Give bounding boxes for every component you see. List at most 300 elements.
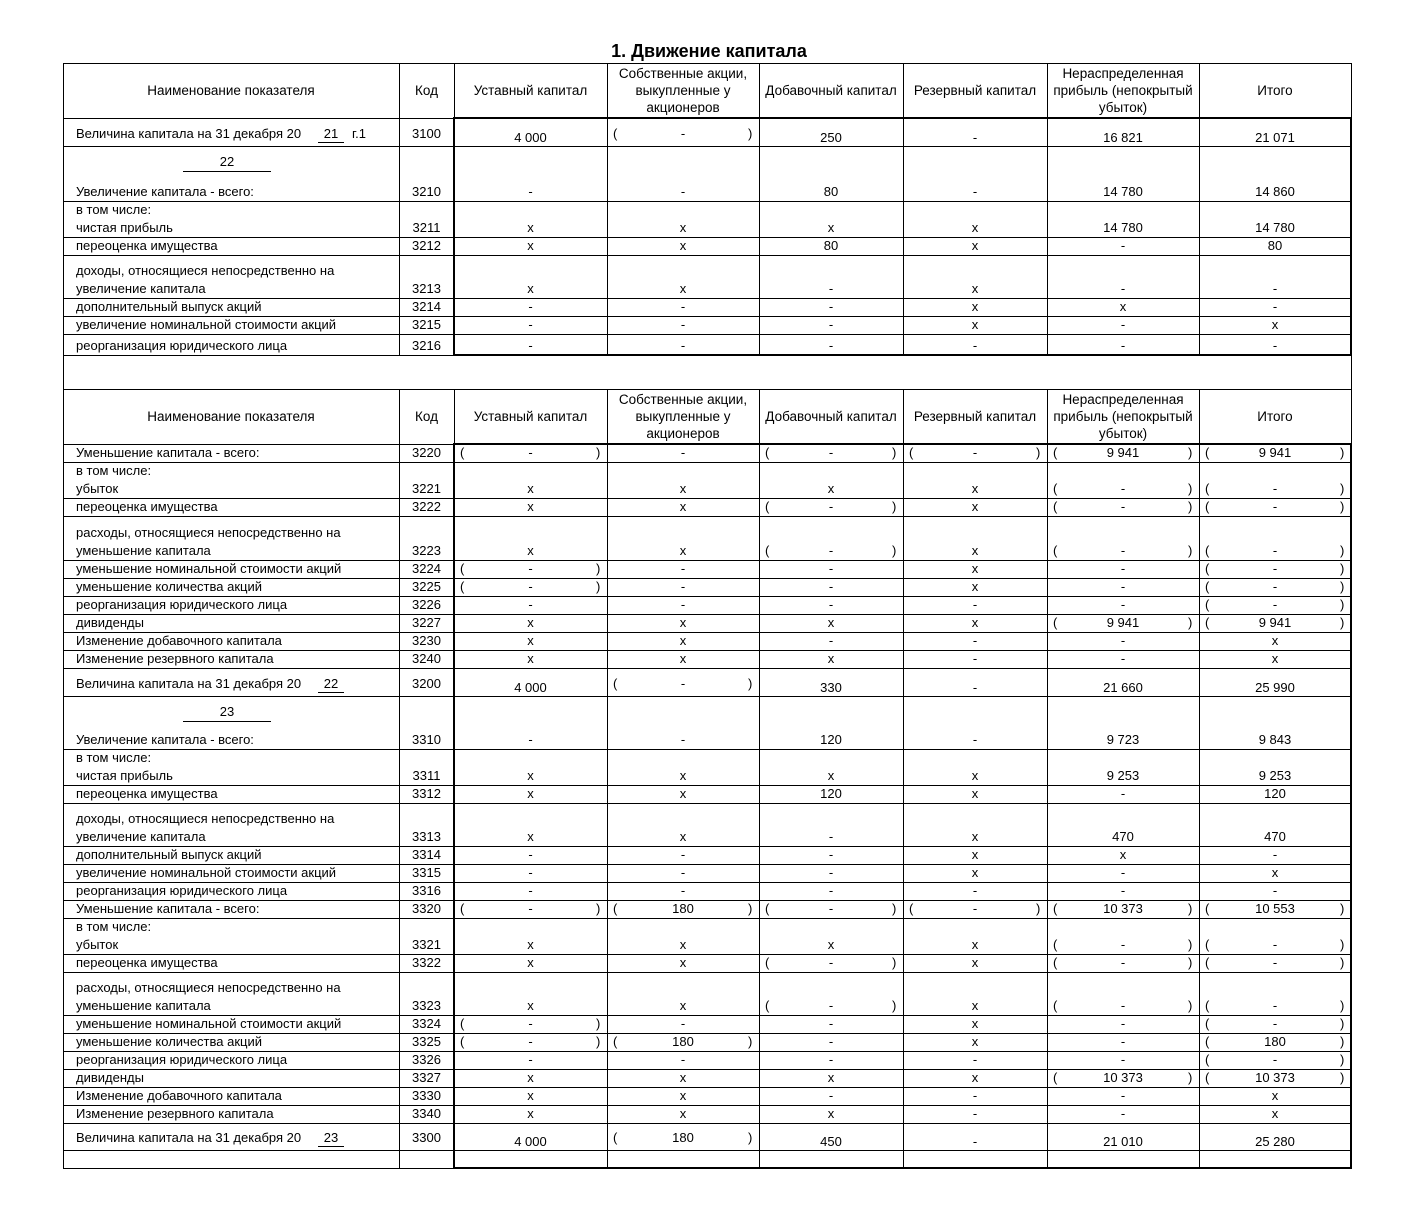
- row-code: 3212: [412, 238, 441, 253]
- paren-close: ): [748, 1130, 753, 1145]
- paren-close: ): [1188, 1070, 1193, 1085]
- paren-close: ): [1340, 499, 1345, 514]
- cell-added: -: [828, 299, 834, 314]
- cell-reserve: x: [971, 998, 979, 1013]
- cell-retained: x: [1119, 847, 1127, 862]
- cell-reserve: x: [971, 865, 979, 880]
- row-code: 3240: [412, 651, 441, 666]
- cell-added: x: [827, 768, 835, 783]
- cell-ustav: -: [528, 901, 533, 916]
- header-ustav: Уставный капитал: [473, 409, 588, 424]
- cell-reserve: x: [971, 579, 979, 594]
- row-label: реорганизация юридического лица: [76, 1052, 288, 1067]
- cell-added: 80: [823, 184, 839, 199]
- cell-total: 470: [1264, 829, 1286, 844]
- cell-ustav: -: [528, 732, 533, 747]
- column-border: [63, 389, 64, 1168]
- row-label: переоценка имущества: [76, 238, 218, 253]
- cell-retained: 9 253: [1106, 768, 1140, 783]
- paren-close: ): [892, 499, 897, 514]
- row-label: расходы, относящиеся непосредственно на: [76, 525, 341, 540]
- cell-ustav: x: [527, 238, 534, 253]
- row-label: уменьшение номинальной стоимости акций: [76, 561, 342, 576]
- cell-added: -: [828, 901, 834, 916]
- row-code: 3340: [412, 1106, 441, 1121]
- cell-own-shares: x: [679, 955, 687, 970]
- cell-added: -: [828, 998, 834, 1013]
- paren-open: (: [1205, 1034, 1210, 1049]
- cell-ustav: x: [527, 998, 534, 1013]
- row-code: 3214: [412, 299, 441, 314]
- cell-ustav: x: [527, 499, 534, 514]
- row-code: 3323: [412, 998, 441, 1013]
- row-code: 3311: [412, 768, 441, 783]
- cell-own-shares: x: [679, 786, 687, 801]
- row-label: чистая прибыль: [76, 768, 173, 783]
- paren-open: (: [460, 445, 465, 460]
- cell-total: -: [1272, 579, 1278, 594]
- paren-open: (: [460, 901, 465, 916]
- cell-own-shares: x: [679, 281, 687, 296]
- cell-reserve: -: [972, 633, 978, 648]
- year-heading-underline: [183, 171, 271, 172]
- cell-total: 80: [1267, 238, 1283, 253]
- cell-retained: -: [1120, 1052, 1126, 1067]
- cell-own-shares: -: [680, 126, 686, 141]
- cell-ustav: -: [528, 1016, 533, 1031]
- row-label: реорганизация юридического лица: [76, 338, 288, 353]
- column-border: [1351, 355, 1352, 389]
- row-code: 3200: [412, 676, 441, 691]
- cell-own-shares: 180: [672, 901, 694, 916]
- cell-reserve: x: [971, 299, 979, 314]
- row-label: убыток: [76, 481, 119, 496]
- row-label: Изменение резервного капитала: [76, 1106, 274, 1121]
- cell-reserve: x: [971, 317, 979, 332]
- cell-added: -: [828, 1016, 834, 1031]
- row-label: увеличение номинальной стоимости акций: [76, 317, 337, 332]
- paren-close: ): [1188, 481, 1193, 496]
- cell-total: 9 941: [1258, 615, 1292, 630]
- header-name: Наименование показателя: [147, 83, 315, 98]
- cell-ustav: -: [528, 847, 533, 862]
- cell-reserve: x: [971, 1034, 979, 1049]
- cell-own-shares: x: [679, 615, 687, 630]
- row-code: 3221: [412, 481, 441, 496]
- row-border: [63, 1123, 1351, 1124]
- year-field: 22: [323, 676, 339, 691]
- paren-close: ): [1340, 1070, 1345, 1085]
- row-label: убыток: [76, 937, 119, 952]
- cell-retained: -: [1120, 597, 1126, 612]
- paren-open: (: [1205, 937, 1210, 952]
- row-label: Величина капитала на 31 декабря 20: [76, 1130, 302, 1145]
- row-label: Величина капитала на 31 декабря 20: [76, 126, 302, 141]
- cell-own-shares: x: [679, 1106, 687, 1121]
- row-label: доходы, относящиеся непосредственно на: [76, 263, 335, 278]
- paren-open: (: [765, 445, 770, 460]
- row-label: реорганизация юридического лица: [76, 597, 288, 612]
- cell-added: -: [828, 633, 834, 648]
- row-label: увеличение капитала: [76, 281, 206, 296]
- cell-ustav: x: [527, 1106, 534, 1121]
- row-label: чистая прибыль: [76, 220, 173, 235]
- row-label: дополнительный выпуск акций: [76, 299, 262, 314]
- cell-retained: 9 723: [1106, 732, 1140, 747]
- cell-reserve: -: [972, 732, 978, 747]
- cell-total: 25 280: [1255, 1134, 1295, 1149]
- cell-own-shares: -: [680, 676, 686, 691]
- cell-total: -: [1272, 1052, 1278, 1067]
- cell-own-shares: -: [680, 732, 686, 747]
- cell-added: 120: [820, 732, 842, 747]
- cell-added: -: [828, 561, 834, 576]
- cell-ustav: x: [527, 651, 534, 666]
- paren-open: (: [1053, 499, 1058, 514]
- row-border: [63, 803, 1351, 804]
- row-label: уменьшение капитала: [76, 998, 211, 1013]
- row-code: 3224: [412, 561, 441, 576]
- cell-own-shares: -: [680, 1052, 686, 1067]
- paren-close: ): [1340, 543, 1345, 558]
- cell-own-shares: x: [679, 829, 687, 844]
- paren-open: (: [460, 1016, 465, 1031]
- row-label: в том числе:: [76, 919, 152, 934]
- cell-reserve: -: [972, 1106, 978, 1121]
- row-label: Увеличение капитала - всего:: [76, 732, 254, 747]
- paren-close: ): [1340, 1034, 1345, 1049]
- paren-open: (: [765, 543, 770, 558]
- cell-reserve: -: [972, 130, 978, 145]
- paren-open: (: [460, 561, 465, 576]
- paren-open: (: [909, 445, 914, 460]
- header-ustav: Уставный капитал: [473, 83, 588, 98]
- year-heading: 22: [219, 154, 235, 169]
- paren-open: (: [1053, 955, 1058, 970]
- paren-close: ): [1340, 998, 1345, 1013]
- cell-total: 9 843: [1258, 732, 1292, 747]
- cell-retained: -: [1120, 633, 1126, 648]
- cell-total: x: [1271, 865, 1279, 880]
- header-code: Код: [415, 409, 438, 424]
- row-border: [63, 749, 1351, 750]
- paren-close: ): [748, 901, 753, 916]
- cell-reserve: -: [972, 1134, 978, 1149]
- row-label-suffix: г.1: [352, 126, 366, 141]
- paren-close: ): [1188, 543, 1193, 558]
- row-code: 3100: [412, 126, 441, 141]
- paren-close: ): [892, 998, 897, 1013]
- cell-reserve: -: [972, 1052, 978, 1067]
- row-border: [63, 201, 1351, 202]
- cell-added: -: [828, 955, 834, 970]
- cell-added: x: [827, 481, 835, 496]
- paren-open: (: [765, 998, 770, 1013]
- cell-retained: -: [1120, 338, 1126, 353]
- cell-own-shares: -: [680, 299, 686, 314]
- cell-own-shares: 180: [672, 1130, 694, 1145]
- capital-movement-table: [63, 63, 1352, 1170]
- cell-own-shares: x: [679, 998, 687, 1013]
- row-code: 3322: [412, 955, 441, 970]
- cell-own-shares: 180: [672, 1034, 694, 1049]
- paren-close: ): [1340, 1016, 1345, 1031]
- cell-ustav: x: [527, 937, 534, 952]
- cell-added: -: [828, 1088, 834, 1103]
- cell-ustav: x: [527, 955, 534, 970]
- cell-own-shares: -: [680, 561, 686, 576]
- cell-total: -: [1272, 338, 1278, 353]
- cell-ustav: x: [527, 829, 534, 844]
- cell-own-shares: x: [679, 499, 687, 514]
- cell-own-shares: x: [679, 633, 687, 648]
- cell-reserve: x: [971, 829, 979, 844]
- cell-added: 250: [820, 130, 842, 145]
- cell-retained: -: [1120, 579, 1126, 594]
- cell-total: -: [1272, 481, 1278, 496]
- paren-open: (: [1205, 579, 1210, 594]
- row-code: 3315: [412, 865, 441, 880]
- paren-close: ): [1036, 901, 1041, 916]
- cell-own-shares: -: [680, 1016, 686, 1031]
- paren-close: ): [1188, 998, 1193, 1013]
- cell-retained: 470: [1112, 829, 1134, 844]
- cell-reserve: x: [971, 561, 979, 576]
- row-code: 3227: [412, 615, 441, 630]
- cell-total: x: [1271, 651, 1279, 666]
- cell-own-shares: x: [679, 768, 687, 783]
- cell-ustav: x: [527, 786, 534, 801]
- cell-retained: 9 941: [1106, 445, 1140, 460]
- paren-close: ): [1340, 579, 1345, 594]
- year-heading-underline: [183, 721, 271, 722]
- cell-ustav: 4 000: [514, 1134, 547, 1149]
- cell-total: x: [1271, 317, 1279, 332]
- cell-ustav: x: [527, 633, 534, 648]
- cell-retained: 10 373: [1103, 901, 1143, 916]
- paren-close: ): [596, 579, 601, 594]
- header-reserve: Резервный капитал: [913, 409, 1037, 424]
- paren-close: ): [1340, 937, 1345, 952]
- row-border: [63, 462, 1351, 463]
- cell-retained: -: [1120, 1088, 1126, 1103]
- cell-reserve: x: [971, 220, 979, 235]
- row-label: дополнительный выпуск акций: [76, 847, 262, 862]
- row-label: Увеличение капитала - всего:: [76, 184, 254, 199]
- row-label: Уменьшение капитала - всего:: [76, 445, 260, 460]
- cell-ustav: -: [528, 1034, 533, 1049]
- row-label: Изменение резервного капитала: [76, 651, 274, 666]
- paren-open: (: [1053, 543, 1058, 558]
- cell-reserve: x: [971, 1070, 979, 1085]
- row-label: переоценка имущества: [76, 786, 218, 801]
- cell-own-shares: -: [680, 445, 686, 460]
- row-code: 3330: [412, 1088, 441, 1103]
- cell-total: 21 071: [1255, 130, 1295, 145]
- cell-own-shares: -: [680, 184, 686, 199]
- paren-close: ): [596, 1034, 601, 1049]
- cell-retained: -: [1120, 1016, 1126, 1031]
- row-code: 3220: [412, 445, 441, 460]
- cell-added: x: [827, 615, 835, 630]
- header-name: Наименование показателя: [147, 409, 315, 424]
- cell-added: 330: [820, 680, 842, 695]
- cell-reserve: -: [972, 651, 978, 666]
- row-label: уменьшение номинальной стоимости акций: [76, 1016, 342, 1031]
- paren-open: (: [1053, 1070, 1058, 1085]
- cell-total: -: [1272, 955, 1278, 970]
- cell-retained: -: [1120, 238, 1126, 253]
- row-label: уменьшение количества акций: [76, 579, 262, 594]
- cell-total: 14 860: [1255, 184, 1295, 199]
- paren-open: (: [460, 1034, 465, 1049]
- cell-added: x: [827, 1106, 835, 1121]
- cell-own-shares: x: [679, 220, 687, 235]
- paren-close: ): [596, 1016, 601, 1031]
- cell-reserve: -: [972, 597, 978, 612]
- cell-own-shares: x: [679, 1070, 687, 1085]
- paren-open: (: [1205, 955, 1210, 970]
- header-retained: Нераспределенная прибыль (непокрытый убыток): [1053, 66, 1193, 115]
- row-code: 3225: [412, 579, 441, 594]
- cell-own-shares: x: [679, 481, 687, 496]
- cell-total: -: [1272, 281, 1278, 296]
- paren-open: (: [1205, 998, 1210, 1013]
- cell-reserve: x: [971, 481, 979, 496]
- paren-close: ): [892, 445, 897, 460]
- row-code: 3216: [412, 338, 441, 353]
- row-code: 3313: [412, 829, 441, 844]
- cell-own-shares: x: [679, 238, 687, 253]
- cell-reserve: x: [971, 955, 979, 970]
- cell-retained: -: [1120, 543, 1126, 558]
- cell-total: -: [1272, 597, 1278, 612]
- cell-reserve: x: [971, 615, 979, 630]
- cell-added: -: [828, 281, 834, 296]
- row-code: 3312: [412, 786, 441, 801]
- paren-open: (: [1205, 543, 1210, 558]
- paren-open: (: [1053, 445, 1058, 460]
- cell-ustav: 4 000: [514, 130, 547, 145]
- cell-reserve: -: [972, 1088, 978, 1103]
- cell-added: -: [828, 338, 834, 353]
- cell-retained: -: [1120, 865, 1126, 880]
- cell-reserve: -: [972, 901, 978, 916]
- paren-open: (: [765, 901, 770, 916]
- paren-close: ): [1188, 445, 1193, 460]
- cell-added: 80: [823, 238, 839, 253]
- cell-retained: 14 780: [1103, 184, 1143, 199]
- paren-open: (: [1205, 1052, 1210, 1067]
- cell-reserve: x: [971, 499, 979, 514]
- row-code: 3326: [412, 1052, 441, 1067]
- cell-reserve: -: [972, 184, 978, 199]
- cell-added: -: [828, 865, 834, 880]
- row-label: переоценка имущества: [76, 955, 218, 970]
- cell-added: -: [828, 883, 834, 898]
- paren-close: ): [892, 901, 897, 916]
- paren-open: (: [909, 901, 914, 916]
- row-code: 3325: [412, 1034, 441, 1049]
- row-border: [63, 516, 1351, 517]
- cell-ustav: -: [528, 1052, 533, 1067]
- row-code: 3210: [412, 184, 441, 199]
- cell-own-shares: x: [679, 1088, 687, 1103]
- paren-close: ): [1340, 445, 1345, 460]
- row-border: [63, 255, 1351, 256]
- row-label: Изменение добавочного капитала: [76, 633, 282, 648]
- cell-total: -: [1272, 561, 1278, 576]
- paren-close: ): [1188, 615, 1193, 630]
- cell-own-shares: x: [679, 937, 687, 952]
- paren-close: ): [1340, 1052, 1345, 1067]
- cell-ustav: x: [527, 615, 534, 630]
- paren-open: (: [613, 126, 618, 141]
- cell-own-shares: -: [680, 847, 686, 862]
- paren-close: ): [892, 543, 897, 558]
- header-reserve: Резервный капитал: [913, 83, 1037, 98]
- cell-own-shares: -: [680, 597, 686, 612]
- cell-reserve: -: [972, 883, 978, 898]
- cell-retained: -: [1120, 317, 1126, 332]
- paren-open: (: [1053, 937, 1058, 952]
- cell-total: -: [1272, 543, 1278, 558]
- header-own-shares: Собственные акции, выкупленные у акционеров: [618, 392, 748, 441]
- cell-retained: 21 660: [1103, 680, 1143, 695]
- cell-ustav: x: [527, 543, 534, 558]
- cell-ustav: x: [527, 220, 534, 235]
- row-code: 3211: [412, 220, 441, 235]
- row-code: 3300: [412, 1130, 441, 1145]
- header-added: Добавочный капитал: [765, 409, 897, 424]
- cell-total: x: [1271, 1088, 1279, 1103]
- cell-added: -: [828, 1034, 834, 1049]
- paren-open: (: [1205, 1016, 1210, 1031]
- paren-close: ): [1036, 445, 1041, 460]
- data-frame-bottom: [454, 1167, 1352, 1169]
- row-border: [63, 972, 1351, 973]
- cell-retained: x: [1119, 299, 1127, 314]
- row-code: 3310: [412, 732, 441, 747]
- header-added: Добавочный капитал: [765, 83, 897, 98]
- paren-close: ): [1340, 597, 1345, 612]
- cell-ustav: x: [527, 481, 534, 496]
- year-field: 23: [323, 1130, 339, 1145]
- paren-close: ): [1188, 937, 1193, 952]
- paren-close: ): [596, 901, 601, 916]
- row-label: расходы, относящиеся непосредственно на: [76, 980, 341, 995]
- cell-ustav: -: [528, 597, 533, 612]
- row-code: 3222: [412, 499, 441, 514]
- cell-ustav: -: [528, 317, 533, 332]
- cell-retained: -: [1120, 561, 1126, 576]
- row-code: 3230: [412, 633, 441, 648]
- cell-retained: 14 780: [1103, 220, 1143, 235]
- row-label: переоценка имущества: [76, 499, 218, 514]
- paren-open: (: [613, 1034, 618, 1049]
- cell-reserve: -: [972, 445, 978, 460]
- row-code: 3223: [412, 543, 441, 558]
- row-label: в том числе:: [76, 463, 152, 478]
- paren-open: (: [1205, 615, 1210, 630]
- row-code: 3320: [412, 901, 441, 916]
- cell-own-shares: -: [680, 579, 686, 594]
- year-underline: [318, 1146, 344, 1147]
- cell-added: -: [828, 579, 834, 594]
- cell-ustav: x: [527, 281, 534, 296]
- row-code: 3314: [412, 847, 441, 862]
- cell-total: -: [1272, 937, 1278, 952]
